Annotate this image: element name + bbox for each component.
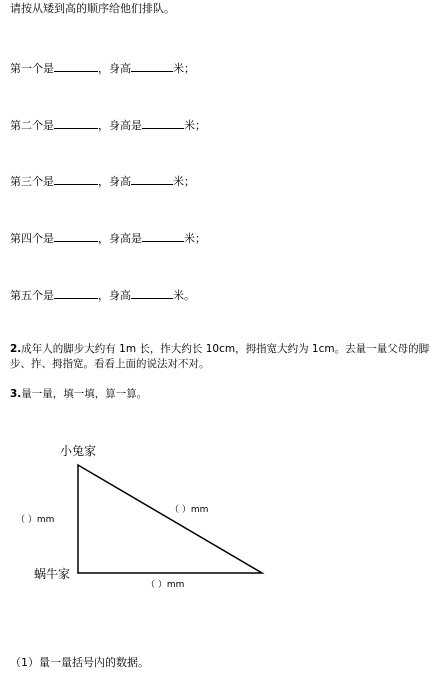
answer-row-5 (10, 287, 195, 303)
row-unit: 米； (173, 62, 195, 75)
height-blank[interactable] (142, 117, 184, 129)
row-unit: 米。 (173, 289, 195, 302)
answer-row-1 (10, 60, 195, 76)
question-number: 2. (10, 343, 22, 355)
rabbit-home-label: 小兔家 (60, 444, 97, 458)
question-2 (10, 342, 434, 372)
question-3 (10, 387, 434, 402)
row-separator: ，身高 (98, 289, 131, 302)
right-triangle (78, 465, 262, 573)
name-blank[interactable] (54, 230, 98, 242)
base-measure[interactable]: （ ）mm (146, 580, 185, 590)
left-side-measure[interactable]: （ ）mm (16, 515, 55, 525)
row-separator: ，身高是 (98, 119, 142, 132)
row-ordinal: 第二个是 (10, 119, 54, 132)
question-number: 3. (10, 388, 22, 400)
row-ordinal: 第四个是 (10, 232, 54, 245)
name-blank[interactable] (54, 60, 98, 72)
row-unit: 米； (173, 175, 195, 188)
height-blank[interactable] (131, 60, 173, 72)
answer-row-3 (10, 173, 195, 189)
intro-text: 请按从矮到高的顺序给他们排队。 (10, 2, 175, 15)
row-separator: ，身高是 (98, 232, 142, 245)
row-separator: ，身高 (98, 62, 131, 75)
name-blank[interactable] (54, 117, 98, 129)
height-blank[interactable] (131, 287, 173, 299)
row-separator: ，身高 (98, 175, 131, 188)
question-text: 量一量，填一填，算一算。 (21, 388, 148, 400)
sub-question-1: （1）量一量括号内的数据。 (10, 656, 149, 669)
row-ordinal: 第五个是 (10, 289, 54, 302)
row-ordinal: 第三个是 (10, 175, 54, 188)
height-blank[interactable] (142, 230, 184, 242)
hypotenuse-measure[interactable]: （ ）mm (170, 505, 209, 515)
snail-home-label: 蜗牛家 (34, 567, 71, 581)
row-ordinal: 第一个是 (10, 62, 54, 75)
triangle-diagram (0, 430, 444, 610)
row-unit: 米； (184, 119, 206, 132)
answer-row-4 (10, 230, 206, 246)
row-unit: 米； (184, 232, 206, 245)
name-blank[interactable] (54, 173, 98, 185)
name-blank[interactable] (54, 287, 98, 299)
question-text: 成年人的脚步大约有 1m 长，拃大约长 10cm，拇指宽大约为 1cm。去量一量父母的脚步、拃、拇指宽。看看上面的说法对不对。 (10, 343, 430, 370)
height-blank[interactable] (131, 173, 173, 185)
answer-row-2 (10, 117, 206, 133)
